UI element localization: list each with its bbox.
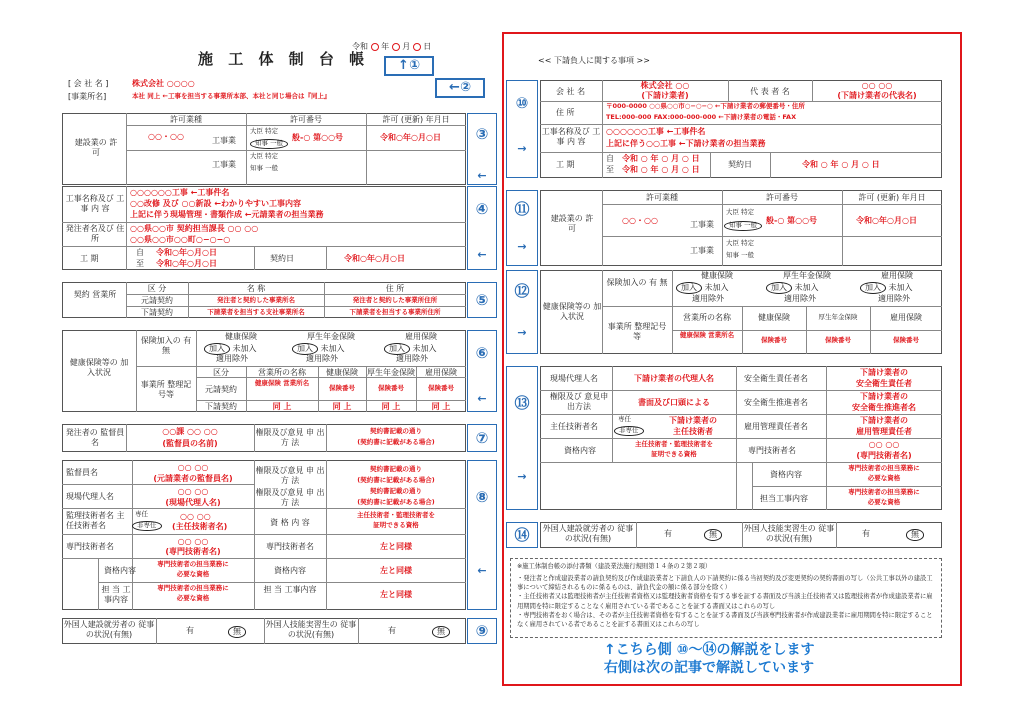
sub-foreign-label: 外国人建設就労者の 従事の状況(有無) (542, 524, 634, 543)
ins-row2-same-2: 同 上 (332, 402, 352, 411)
daijin-2: 大臣 特定 (250, 152, 279, 160)
sub-senmon-note: (専門技術者名) (856, 451, 912, 460)
callout-2: ←② (435, 78, 485, 98)
ins-excluded-3: 適用除外 (396, 354, 428, 363)
license-type-value: ○○・○○ (148, 132, 184, 141)
sub-addr-label: 住 所 (556, 108, 575, 117)
shikaku2-val-1: 専門技術者の担当業務に (157, 560, 229, 568)
notes-line-1: ・発注者と作成建設業者の請負契約及び作成建設業者と下請負人の下請契約に係る当初契約及び変更契約の契約書面の写し（公共工事以外の建設工事について締結されるものに係るものは、請負代金の額に係る部分を除く） (517, 575, 933, 592)
notes-line-2: ・主任技術者又は監理技術者が主任技術者資格又は監理技術者資格を有する事を証する書面及び当該主任技術者又は監理技術者が作成建設業者に雇用期間を特に限定することなく雇用されている者であることを証する書面又はこれらの写し (517, 593, 933, 610)
sub-col-number: 許可番号 (766, 193, 798, 202)
sub-license-number: 般-○ 第○○号 (766, 216, 818, 225)
ins-row1-health: 保険番号 (329, 384, 355, 392)
sub-to-label: 至 (606, 165, 614, 174)
sub-rep-val: ○○ ○○ (861, 81, 893, 90)
sub-from-label: 自 (606, 154, 614, 163)
client-2: ○○県○○市○○町○−○−○ (130, 235, 231, 244)
sub-tanto-val: 専門技術者の担当業務に (848, 488, 920, 496)
ins-excluded-2: 適用除外 (306, 354, 338, 363)
sub-chiji-2: 知事 一般 (726, 251, 755, 259)
license-date-value: 令和○年○月○日 (380, 133, 441, 142)
sub-suishin-label: 安全衛生推進者名 (744, 398, 808, 407)
sub-anzen-val-2: 安全衛生責任者 (856, 379, 912, 388)
sub-work-label: 工事名称及び 工 事 内 容 (541, 127, 601, 146)
sub-suishin-val: 下請け業者の (860, 392, 908, 401)
ins-pension-col: 厚生年金保険 (307, 332, 355, 341)
sub-daijin-2: 大臣 特定 (726, 239, 755, 247)
supervisor-auth-note: (契約書に記載がある場合) (357, 438, 435, 446)
genba-val: ○○ ○○ (177, 487, 209, 496)
page-title: 施 工 体 制 台 帳 (198, 50, 370, 68)
contract-row1-name: 発注者と契約した事業所名 (217, 296, 295, 304)
contract-row1: 元請契約 (141, 296, 173, 305)
ins-row2-same-4: 同 上 (431, 402, 451, 411)
foreign-nashi: 無 (228, 626, 246, 638)
supervisor-label: 発注者の 監督員名 (65, 428, 125, 447)
sub-ins-pension: 厚生年金保険 (783, 271, 831, 280)
sub-daijin: 大臣 特定 (726, 208, 755, 216)
staff-auth-note-1: (契約書に記載がある場合) (357, 476, 435, 484)
sub-ins-health-status: 加入 未加入 (676, 282, 729, 294)
sub-ins-office-label: 事業所 整理記号等 (607, 322, 667, 341)
from-label: 自 (136, 248, 144, 257)
sub-auth-label: 権限及び 意見申出方法 (549, 392, 609, 411)
section-9-marker: ⑨ (467, 618, 497, 644)
sub-suishin-val-2: 安全衛生推進者名 (852, 403, 916, 412)
sub-shikaku-val: 主任技術者・監理技術者を (635, 440, 713, 448)
ins-row1-name: 健康保険 営業所名 (254, 379, 310, 387)
sub-work-val-2: 上記に伴う○○工事 ←下請け業者の担当業務 (606, 139, 766, 148)
sub-col-type: 許可業種 (646, 193, 678, 202)
ins-employment-status: 加入 未加入 (384, 343, 437, 355)
sub-foreign-nashi: 無 (704, 529, 722, 541)
sub-ins-employment-status: 加入 未加入 (860, 282, 913, 294)
ins-employment-col-2: 雇用保険 (425, 368, 457, 377)
contract-col-kubun: 区 分 (147, 284, 167, 293)
sub-ins-e-val: 保険番号 (893, 336, 919, 344)
section-8-marker: ⑧ ← (467, 460, 497, 610)
period-label: 工 期 (80, 254, 99, 263)
section-3-marker: ③ ← (467, 113, 497, 185)
foreign-label-2: 外国人技能実習生の 従事の状況(有無) (265, 620, 357, 639)
sub-ins-h-val: 保険番号 (761, 336, 787, 344)
senmon-val: ○○ ○○ (177, 537, 209, 546)
kanri-note: (主任技術者名) (172, 522, 228, 531)
insurance-section-label: 健康保険等の 加入状況 (69, 358, 129, 377)
sub-foreign-ari: 有 (664, 529, 672, 538)
chiji-2: 知事 一般 (250, 164, 279, 172)
ins-office-name: 営業所の名称 (258, 368, 306, 377)
daijin: 大臣 特定 (250, 127, 279, 135)
period-from: 令和○年○月○日 (156, 248, 217, 257)
sub-ins-kanyu: 保険加入の 有 無 (606, 278, 668, 287)
client-label: 発注者名及び 住 所 (65, 224, 125, 243)
sub-genba-val: 下請け業者の代理人名 (634, 374, 714, 383)
chiji: 知事 一般 (250, 139, 288, 149)
contract-row1-addr: 発注者と契約した事業所住所 (352, 296, 438, 304)
sub-genba-label: 現場代理人名 (550, 374, 598, 383)
sub-koyo-val: 下請け業者の (860, 416, 908, 425)
genba-note: (現場代理人名) (165, 498, 221, 507)
sub-kouji: 工事業 (690, 220, 714, 229)
sub-license-date: 令和○年○月○日 (856, 216, 917, 225)
ins-pension-status: 加入 未加入 (292, 343, 345, 355)
sub-company-note: (下請け業者) (641, 91, 689, 100)
footer-line-2: 右側は次の記事で解説しています (604, 660, 814, 676)
sub-hisennin: 非専任 (614, 426, 644, 436)
ins-kubun: 区分 (213, 368, 229, 377)
kantoku-label: 監督員名 (66, 468, 98, 477)
sub-addr-val: 〒000-0000 ○○県○○市○−○−○ ←下請け業者の郵便番号・住所 (606, 102, 805, 110)
section-11-marker: ⑪ → (506, 190, 538, 266)
col-type: 許可業種 (170, 115, 202, 124)
contract-section-label: 契約 営業所 (73, 290, 117, 299)
kantoku-note: (元請業者の監督員名) (153, 474, 233, 483)
contract-row2-addr: 下請業者を担当する事業所住所 (349, 308, 441, 316)
contract-date-label: 契約日 (270, 254, 294, 263)
sub-rep-label: 代 表 者 名 (750, 87, 790, 96)
sub-ins-excl-3: 適用除外 (878, 294, 910, 303)
foreign-nashi-2: 無 (432, 626, 450, 638)
sub-ins-e2: 雇用保険 (890, 313, 922, 322)
kouji-label-2: 工事業 (212, 160, 236, 169)
ins-health-col: 健康保険 (225, 332, 257, 341)
ins-row1: 元請契約 (205, 385, 237, 394)
ins-row2: 下請契約 (205, 402, 237, 411)
sub-license-type: ○○・○○ (622, 216, 658, 225)
senmon-note: (専門技術者名) (165, 547, 221, 556)
project-content-1: ○○改修 及び ○○新設 ←わかりやすい工事内容 (130, 199, 301, 208)
supervisor-name: ○○課 ○○ ○○ (162, 427, 218, 436)
ins-row1-pension: 保険番号 (378, 384, 404, 392)
sub-foreign-nashi-2: 無 (906, 529, 924, 541)
sub-kouji-2: 工事業 (690, 246, 714, 255)
sub-koyo-label: 雇用管理責任者名 (744, 422, 808, 431)
office-label: [事業所名] (68, 92, 107, 101)
sub-ins-office-val: 健康保険 営業所名 (679, 331, 735, 339)
sub-shunin-val-2: 主任技術者 (673, 427, 713, 436)
ins-employment-col: 雇用保険 (405, 332, 437, 341)
sub-foreign-label-2: 外国人技能実習生の 従事の状況(有無) (743, 524, 835, 543)
license-section-label: 建設業の 許 可 (74, 138, 118, 157)
contract-col-name: 名 称 (246, 284, 266, 293)
kouji-label: 工事業 (212, 136, 236, 145)
sub-ins-health: 健康保険 (701, 271, 733, 280)
sennin: 専任 (135, 510, 148, 518)
sub-ins-h2: 健康保険 (758, 313, 790, 322)
sub-shikaku2-label: 資格内容 (770, 470, 802, 479)
sub-tanto-label: 担当工事内容 (760, 494, 808, 503)
kanri-val: ○○ ○○ (180, 512, 211, 521)
sub-header: << 下請負人に関する事項 >> (538, 56, 650, 65)
col-date: 許可 (更新) 年月日 (382, 115, 450, 124)
foreign-label: 外国人建設就労者の 従事の状況(有無) (63, 620, 155, 639)
shikaku2-val-2: 必要な資格 (176, 570, 210, 578)
sub-senmon-label: 専門技術者名 (748, 446, 796, 455)
sub-ins-excl-2: 適用除外 (784, 294, 816, 303)
insurance-kanyu-label: 保険加入の 有 無 (140, 336, 192, 355)
sub-period-to: 令和 ○ 年 ○ 月 ○ 日 (622, 165, 700, 174)
section-4-marker: ④ ← (467, 186, 497, 270)
sub-rep-note: (下請け業者の代表名) (837, 91, 917, 100)
sub-ins-office-name: 営業所の名称 (683, 313, 731, 322)
company-name-value: 株式会社 ○○○○ (132, 79, 195, 88)
sub-period-from: 令和 ○ 年 ○ 月 ○ 日 (622, 154, 700, 163)
tanto-val-1: 専門技術者の担当業務に (157, 584, 229, 592)
sub-contract-val: 令和 ○ 年 ○ 月 ○ 日 (802, 160, 880, 169)
staff-auth-val-2: 契約書記載の通り (370, 487, 422, 495)
contract-row2-name: 下請業者を担当する支社事業所名 (207, 308, 305, 316)
sub-contract-label: 契約日 (728, 160, 752, 169)
foreign-ari: 有 (186, 626, 194, 635)
ins-office-label: 事業所 整理記号等 (140, 380, 192, 399)
client-1: ○○県○○市 契約担当課長 ○○ ○○ (130, 224, 259, 233)
sub-shikaku-label: 資格内容 (564, 446, 596, 455)
staff-auth-label-2: 権限及び意見 申 出 方 法 (255, 488, 325, 507)
section-10-marker: ⑩ → (506, 80, 538, 178)
sub-anzen-label: 安全衛生責任者名 (744, 374, 808, 383)
section-7-marker: ⑦ (467, 424, 497, 452)
sub-anzen-val: 下請け業者の (860, 368, 908, 377)
staff-auth-val-1: 契約書記載の通り (370, 465, 422, 473)
ins-health-status: 加入 未加入 (204, 343, 257, 355)
section-5-marker: ⑤ (467, 282, 497, 318)
sub-shunin-val: 下請け業者の (669, 416, 717, 425)
ins-excluded-1: 適用除外 (216, 354, 248, 363)
section-13-marker: ⑬ → (506, 366, 538, 510)
tanto-label-r: 担 当 工事内容 (263, 585, 317, 594)
foreign-ari-2: 有 (388, 626, 396, 635)
sub-shikaku-val-2: 証明できる資格 (651, 450, 697, 458)
tanto-label: 担 当 工事内容 (101, 585, 131, 604)
sub-ins-p2: 厚生年金保険 (818, 313, 858, 321)
sub-auth-val: 書面及び口頭による (638, 398, 710, 407)
sub-tanto-val-2: 必要な資格 (867, 498, 901, 506)
sub-shikaku2-val-2: 必要な資格 (867, 474, 901, 482)
contract-row2: 下請契約 (141, 308, 173, 317)
shikaku2-label: 資格内容 (104, 566, 136, 575)
sub-ins-employment: 雇用保険 (881, 271, 913, 280)
sub-foreign-ari-2: 有 (862, 529, 870, 538)
hisennin: 非専任 (132, 521, 162, 531)
supervisor-note: (監督員の名前) (162, 439, 218, 448)
supervisor-auth-val: 契約書記載の通り (370, 427, 422, 435)
company-name-label: [ 会 社 名 ] (68, 79, 109, 88)
section-14-marker: ⑭ (506, 522, 538, 548)
tanto-same: 左と同様 (380, 590, 412, 599)
sub-ins-p-val: 保険番号 (825, 336, 851, 344)
sub-shunin-label: 主任技術者名 (550, 422, 598, 431)
sub-shikaku2-val: 専門技術者の担当業務に (848, 464, 920, 472)
shikaku-label: 資 格 内 容 (270, 518, 310, 527)
callout-1: ↑① (384, 56, 434, 76)
notes-title: ※施工体制台帳の添付書類（建設業法施行規則第１４条の２第２項） (517, 563, 712, 570)
project-name-value: ○○○○○○工事 ←工事件名 (130, 188, 230, 197)
shikaku-val-1: 主任技術者・監理技術者を (357, 511, 435, 519)
col-number: 許可番号 (290, 115, 322, 124)
senmon-label-2: 専門技術者名 (266, 542, 314, 551)
staff-auth-note-2: (契約書に記載がある場合) (357, 498, 435, 506)
shikaku2-same: 左と同様 (380, 566, 412, 575)
ins-row2-same-3: 同 上 (381, 402, 401, 411)
staff-auth-label: 権限及び意見 申 出 方 法 (255, 466, 325, 485)
project-name-label: 工事名称及び 工 事 内 容 (65, 194, 125, 213)
kanri-label: 監理技術者名 主任技術者名 (66, 511, 125, 530)
license-number-value: 般-○ 第○○号 (292, 133, 344, 142)
supervisor-auth-label: 権限及び意見 申 出 方 法 (255, 428, 325, 447)
to-label: 至 (136, 259, 144, 268)
sub-sennin: 専任 (618, 415, 631, 423)
period-to: 令和○年○月○日 (156, 259, 217, 268)
sub-company-label: 会 社 名 (556, 87, 586, 96)
ins-row1-employment: 保険番号 (428, 384, 454, 392)
notes-line-3: ・専門技術者をおく場合は、その者が主任技術者資格を有することを証する書面及び当該専門技術者が作成建設業者に雇用期間を特に限定することなく雇用されている者であることを証する書面又はこれらの写し (517, 611, 933, 628)
section-12-marker: ⑫ → (506, 270, 538, 354)
section-6-marker: ⑥ ← (467, 330, 497, 412)
office-value: 本社 同上 ←工事を担当する事業所本部、本社と同じ場合は『同上』 (132, 92, 331, 100)
ins-health-col-2: 健康保険 (326, 368, 358, 377)
ins-row2-same-1: 同 上 (272, 402, 292, 411)
sub-tel-val: TEL:000-000 FAX:000-000-000 ←下請け業者の電話・FAX (606, 113, 797, 121)
senmon-same: 左と同様 (380, 542, 412, 551)
project-content-2: 上記に伴う現場管理・書類作成 ←元請業者の担当業務 (130, 210, 324, 219)
ins-pension-col-2: 厚生年金保険 (367, 368, 415, 377)
sub-period-label: 工 期 (556, 160, 575, 169)
sub-ins-label: 健康保険等の 加入状況 (542, 302, 602, 321)
sub-senmon-val: ○○ ○○ (868, 440, 900, 449)
shikaku2-label-r: 資格内容 (274, 566, 306, 575)
sub-work-val: ○○○○○○工事 ←工事件名 (606, 127, 706, 136)
contract-date-value: 令和○年○月○日 (344, 254, 405, 263)
contract-col-addr: 住 所 (385, 284, 405, 293)
sub-license-label: 建設業の 許 可 (550, 214, 594, 233)
genba-label: 現場代理人名 (66, 492, 114, 501)
sub-ins-excl-1: 適用除外 (692, 294, 724, 303)
date-row: 令和 年 月 日 (352, 42, 432, 51)
sub-col-date: 許可 (更新) 年月日 (858, 193, 926, 202)
sub-koyo-val-2: 雇用管理責任者 (856, 427, 912, 436)
senmon-label: 専門技術者名 (66, 542, 114, 551)
shikaku-val-2: 証明できる資格 (373, 521, 419, 529)
sub-ins-pension-status: 加入 未加入 (766, 282, 819, 294)
tanto-val-2: 必要な資格 (176, 594, 210, 602)
sub-company-val: 株式会社 ○○ (640, 81, 690, 90)
footer-line-1: ↑こちら側 ⑩～⑭の解説をします (604, 642, 815, 658)
sub-chiji: 知事 一般 (724, 221, 762, 231)
kantoku-val: ○○ ○○ (177, 463, 209, 472)
notes-box (510, 558, 942, 638)
